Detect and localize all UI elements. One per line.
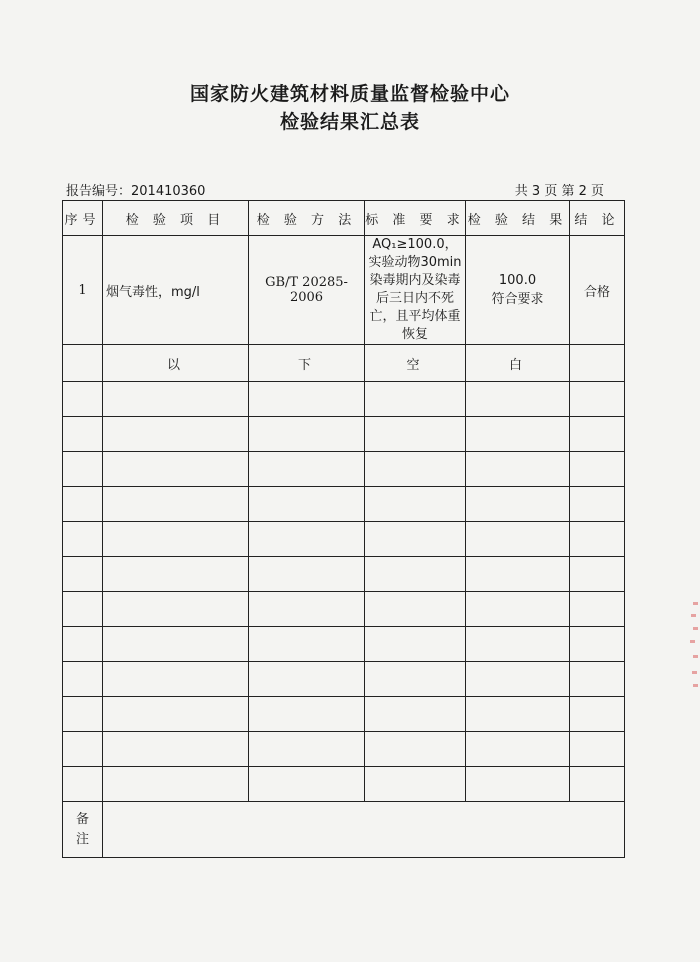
empty-cell — [63, 345, 103, 382]
results-table — [62, 200, 625, 858]
empty-row — [63, 697, 625, 732]
column-header-result: 检 验 结 果 — [466, 201, 570, 236]
remark-label-char: 注 — [76, 831, 90, 847]
empty-row — [63, 417, 625, 452]
result-text: 符合要求 — [491, 292, 544, 307]
remark-label-cell — [63, 802, 103, 858]
column-header-method: 检 验 方 法 — [249, 201, 365, 236]
blank-note-char: 以 — [103, 345, 249, 382]
remark-content — [103, 802, 625, 858]
empty-row — [63, 487, 625, 522]
empty-row — [63, 592, 625, 627]
empty-row — [63, 732, 625, 767]
test-result — [466, 236, 570, 345]
empty-row — [63, 382, 625, 417]
result-value: 100.0 — [498, 273, 537, 288]
column-header-conclusion: 结 论 — [570, 201, 625, 236]
remark-row — [63, 802, 625, 858]
standard-line: 实验动物30min — [368, 255, 462, 270]
test-item: 烟气毒性，mg/l — [103, 236, 249, 345]
standard-line: 染毒期内及染毒 — [369, 273, 461, 288]
table-header-row — [63, 201, 625, 236]
blank-note-char: 空 — [365, 345, 466, 382]
report-number: 报告编号：201410360 — [66, 184, 206, 199]
empty-row — [63, 522, 625, 557]
standard-line: 亡，且平均体重 — [369, 309, 461, 324]
blank-note-char: 下 — [249, 345, 365, 382]
empty-row — [63, 557, 625, 592]
empty-row — [63, 452, 625, 487]
standard-requirement — [365, 236, 466, 345]
column-header-item: 检 验 项 目 — [103, 201, 249, 236]
standard-line: 后三日内不死 — [375, 291, 454, 306]
remark-label-char: 备 — [76, 811, 90, 827]
blank-note-row — [63, 345, 625, 382]
standard-line: 恢复 — [401, 327, 428, 342]
conclusion: 合格 — [570, 236, 625, 345]
empty-row — [63, 662, 625, 697]
test-method: GB/T 20285-2006 — [249, 236, 365, 345]
stamp-edge-mark — [686, 600, 700, 690]
blank-note-char: 白 — [466, 345, 570, 382]
document-subtitle: 检验结果汇总表 — [279, 111, 420, 133]
column-header-no: 序号 — [63, 201, 103, 236]
document-title: 国家防火建筑材料质量监督检验中心 — [189, 83, 510, 105]
standard-line: AQ₁≥100.0， — [372, 237, 458, 252]
page-info: 共 3 页 第 2 页 — [514, 184, 604, 199]
empty-row — [63, 627, 625, 662]
empty-cell — [570, 345, 625, 382]
column-header-standard: 标 准 要 求 — [365, 201, 466, 236]
table-row — [63, 236, 625, 345]
row-number: 1 — [63, 236, 103, 345]
empty-row — [63, 767, 625, 802]
